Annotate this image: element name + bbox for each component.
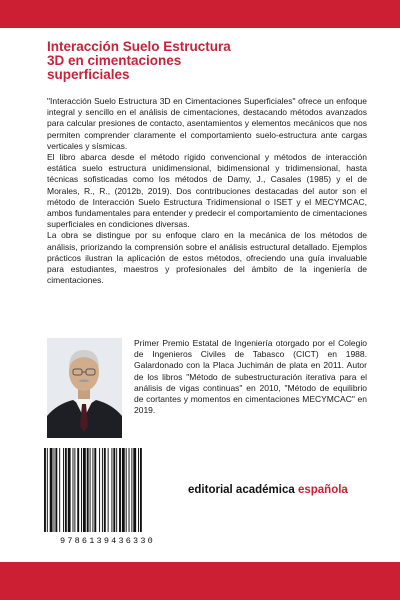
- author-photo: [47, 338, 122, 438]
- barcode-bar: [122, 448, 125, 532]
- publisher-logo: [188, 484, 378, 496]
- barcode-bar: [81, 448, 82, 532]
- barcode-bar: [113, 448, 115, 532]
- barcode-bar: [54, 448, 55, 532]
- barcode-bar: [104, 448, 106, 532]
- barcode-bar: [77, 448, 79, 532]
- barcode-bar: [94, 448, 96, 532]
- barcode-bar: [111, 448, 112, 532]
- barcode-bar: [87, 448, 89, 532]
- barcode-bar: [138, 448, 139, 532]
- barcode-bar: [47, 448, 48, 532]
- barcode-bars: [40, 448, 175, 534]
- publisher-name-accent: española: [297, 484, 348, 496]
- title-line: 3D en cimentaciones: [47, 53, 182, 68]
- barcode-bar: [73, 448, 74, 532]
- book-description: [47, 96, 367, 286]
- barcode-bar: [131, 448, 132, 532]
- barcode-bar: [50, 448, 53, 532]
- book-title: [47, 40, 367, 82]
- barcode-bar: [129, 448, 130, 532]
- barcode-bar: [99, 448, 100, 532]
- barcode-bar: [126, 448, 127, 532]
- barcode-bar: [119, 448, 121, 532]
- title-line: Interacción Suelo Estructura: [47, 39, 231, 54]
- barcode-bar: [55, 448, 57, 532]
- barcode-bar: [140, 448, 142, 532]
- barcode-bar: [59, 448, 60, 532]
- bottom-red-band: [0, 562, 400, 600]
- description-paragraph: El libro abarca desde el método rígido convencional y métodos de interacción estática suelo estructura unidimensional, bidimensional y tridimensional, hasta técnicas sofisticadas como los métodos de Damy, J., Casales (1985) y el de Morales, R., R., (2012b, 2019). Dos contribuciones destacadas del autor son el método de Interacción Suelo Estructura Tridimensional o ISET y el MECYMCAC, ambos fundamentales para entender y predecir el comportamiento de cimentaciones superficiales en condiciones diversas.: [47, 152, 367, 230]
- author-bio: Primer Premio Estatal de Ingeniería otorgado por el Colegio de Ingenieros Civiles de Tabasco (CICT) en 1988. Galardonado con la Placa Juchimán de plata en 2011. Autor de los libros "Método de subestructuración iterativa para el análisis de vigas continuas" en 2010, "Método de equilibrio de cortantes y momentos en cimentaciones MECYMCAC" en 2019.: [134, 338, 367, 416]
- barcode-bar: [92, 448, 93, 532]
- barcode-bar: [90, 448, 91, 532]
- barcode-bar: [65, 448, 67, 532]
- isbn-barcode: [40, 448, 175, 548]
- barcode-bar: [102, 448, 103, 532]
- top-red-band: [0, 0, 400, 28]
- publisher-name: editorial académica: [188, 484, 298, 496]
- barcode-bar: [63, 448, 64, 532]
- description-paragraph: "Interacción Suelo Estructura 3D en Cimentaciones Superficiales" ofrece un enfoque integral y sencillo en el análisis de cimentaciones, destacando métodos avanzados para calcular presiones de contacto, asentamientos y elementos mecánicos que nos permiten comprender claramente el comportamiento suelo-estructura ante cargas verticales y sísmicas.: [47, 96, 367, 151]
- isbn-number: 9786139436330: [60, 536, 155, 546]
- barcode-bar: [44, 448, 46, 532]
- description-paragraph: La obra se distingue por su enfoque claro en la mecánica de los métodos de análisis, priorizando la comprensión sobre el análisis estructural detallado. Ejemplos prácticos ilustran la aplicación de estos métodos, ofreciendo una guía invaluable para estudiantes, maestros y profesionales del ámbito de la ingeniería de cimentaciones.: [47, 230, 367, 286]
- barcode-bar: [116, 448, 117, 532]
- barcode-bar: [83, 448, 86, 532]
- barcode-bar: [133, 448, 136, 532]
- barcode-bar: [74, 448, 75, 532]
- title-line: superficiales: [47, 67, 130, 82]
- barcode-bar: [68, 448, 71, 532]
- barcode-bar: [108, 448, 109, 532]
